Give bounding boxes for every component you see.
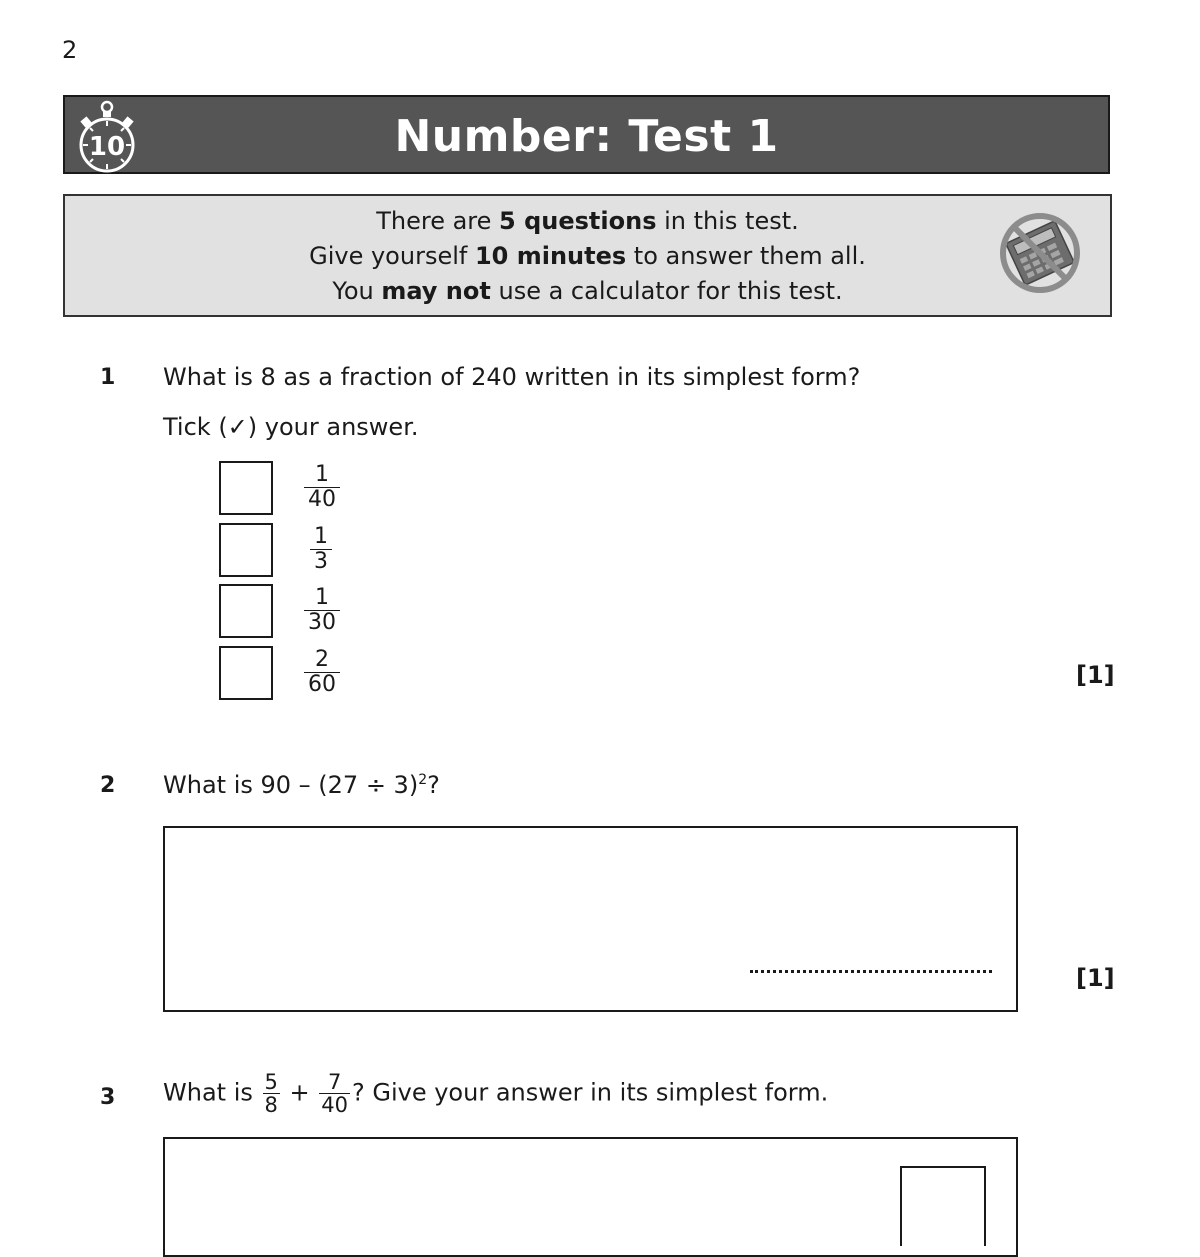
answer-option-fraction-2: $\frac{1}{3}$	[310, 525, 332, 574]
test-title-bar	[63, 95, 1110, 174]
question-3-answer-cell[interactable]	[900, 1166, 986, 1246]
page-title: Number: Test 1	[394, 111, 779, 162]
instructions-box	[63, 194, 1112, 317]
question-1-text: What is 8 as a fraction of 240 written in its simplest form?	[163, 363, 861, 391]
question-3-text: What is $\frac{5}{8}$ + $\frac{7}{40}$ ? Give your answer in its simplest form.	[163, 1070, 829, 1117]
question-2-text: What is $90 - (27 \div 3)^2$?	[163, 771, 440, 799]
fraction-7-40: $\frac{7}{40}$	[321, 1070, 348, 1117]
instruction-line-1: There are 5 questions in this test.	[376, 207, 799, 235]
answer-option-checkbox-3[interactable]	[219, 584, 273, 638]
fraction-5-8: $\frac{5}{8}$	[264, 1070, 278, 1117]
answer-option-checkbox-2[interactable]	[219, 523, 273, 577]
question-1-instruction: Tick (✓) your answer.	[163, 413, 419, 441]
question-2-marks: [1]	[1076, 964, 1115, 992]
question-2-number: 2	[100, 773, 116, 798]
question-2-answer-box[interactable]	[163, 826, 1018, 1012]
answer-option-fraction-4: $\frac{2}{60}$	[304, 648, 340, 697]
answer-option-checkbox-1[interactable]	[219, 461, 273, 515]
question-3-answer-box[interactable]	[163, 1137, 1018, 1257]
answer-line[interactable]	[750, 966, 992, 973]
timer-minutes: 10	[88, 132, 126, 162]
no-calculator-icon	[997, 210, 1083, 296]
answer-option-fraction-3: $\frac{1}{30}$	[304, 586, 340, 635]
question-1-marks: [1]	[1076, 661, 1115, 689]
answer-option-checkbox-4[interactable]	[219, 646, 273, 700]
question-1-number: 1	[100, 365, 116, 390]
question-3-number: 3	[100, 1085, 116, 1110]
page-number: 2	[62, 36, 78, 64]
answer-option-fraction-1: $\frac{1}{40}$	[304, 463, 340, 512]
instruction-line-2: Give yourself 10 minutes to answer them all.	[309, 242, 866, 270]
instruction-line-3: You may not use a calculator for this test.	[332, 277, 843, 305]
